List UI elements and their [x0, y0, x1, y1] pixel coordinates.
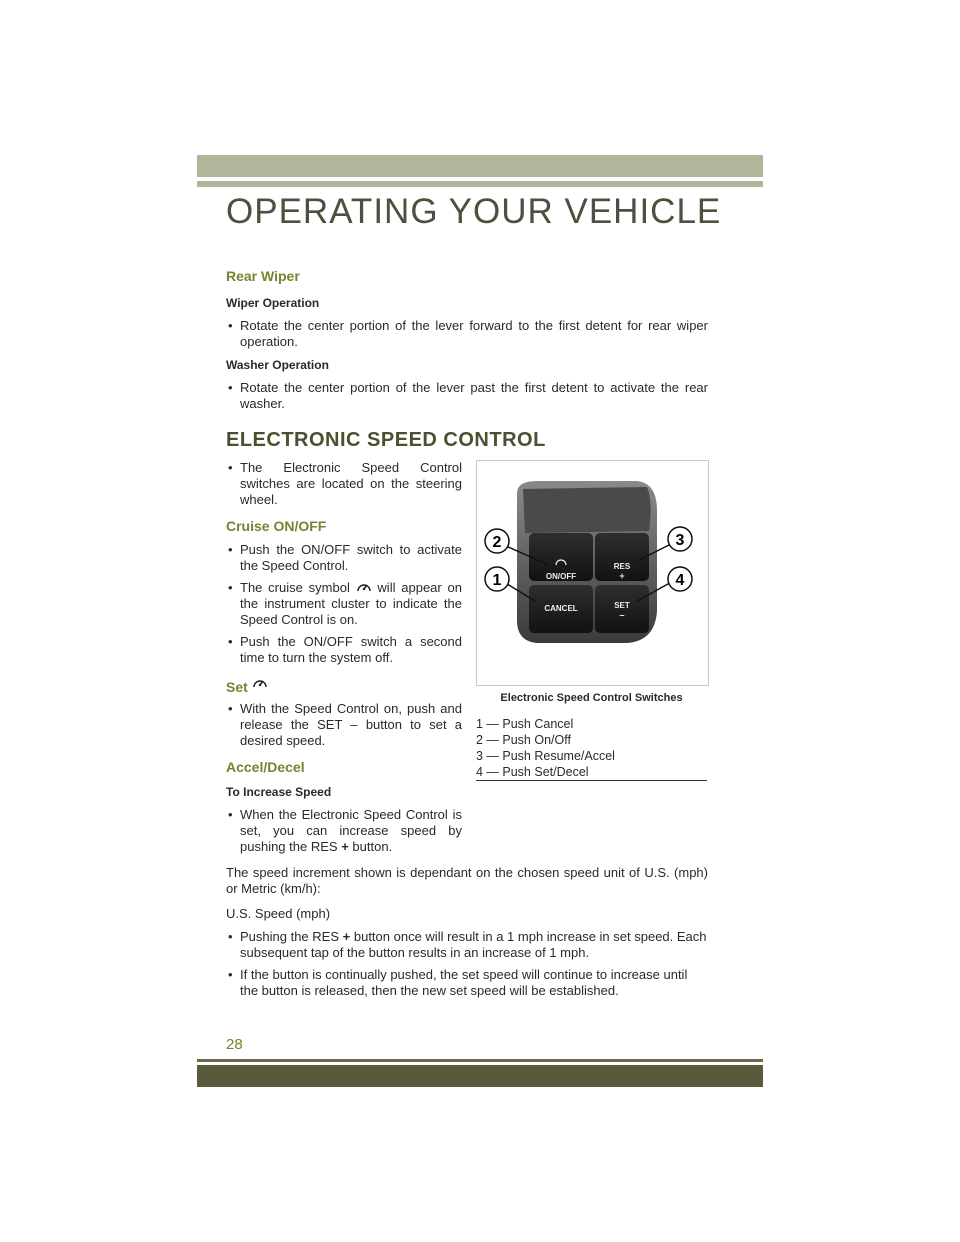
set-heading: [226, 676, 462, 695]
page-number: 28: [226, 1036, 243, 1053]
esc-intro: • The Electronic Speed Control switches are located on the steering wheel.: [226, 460, 462, 508]
speed-control-figure: [476, 460, 709, 686]
increase-b1-post: button.: [352, 839, 393, 854]
increase-b1-plus: +: [341, 839, 349, 854]
legend-item-4: 4 — Push Set/Decel: [476, 765, 589, 779]
callout-3-text: 3: [675, 532, 685, 549]
wiper-operation-text: • Rotate the center portion of the lever forward to the first detent for rear wiper operation.: [226, 318, 708, 350]
set-label: SET: [614, 601, 630, 610]
switch-top-panel: [523, 487, 651, 533]
page-header: OPERATING YOUR VEHICLE: [226, 192, 722, 231]
increment-text: The speed increment shown is dependant on the chosen speed unit of U.S. (mph) or Metric (km/h):: [226, 865, 708, 896]
cruise-symbol-icon: [356, 580, 372, 594]
res-label: RES: [613, 562, 631, 571]
header-band-line: [197, 181, 763, 187]
cruise-b2-post: will appear on the instrument cluster to indicate the Speed Control is on.: [240, 580, 462, 627]
set-heading-text: Set: [226, 679, 248, 695]
us-b1-pre: Pushing the RES: [240, 929, 340, 944]
increase-b1-pre: When the Electronic Speed Control is set, you can increase speed by pushing the RES: [240, 807, 462, 854]
set-bullet-1: • With the Speed Control on, push and release the SET – button to set a desired speed.: [226, 701, 462, 749]
callout-1-text: 1: [492, 572, 502, 589]
callout-4-text: 4: [675, 572, 685, 589]
increase-bullet-1: [226, 807, 462, 855]
cancel-label: CANCEL: [544, 604, 578, 613]
us-speed-label: U.S. Speed (mph): [226, 906, 331, 921]
us-b1-post: button once will result in a 1 mph increase in set speed. Each subsequent tap of the button results in an increase of 1 mph.: [240, 929, 707, 960]
speed-control-illustration: [477, 461, 708, 685]
legend-rule: [476, 780, 707, 781]
us-bullet-1: [226, 929, 708, 961]
set-cruise-icon: [252, 676, 268, 690]
increase-speed-label: To Increase Speed: [226, 785, 332, 799]
us-bullet-2: • If the button is continually pushed, the set speed will continue to increase until the button is released, then the new set speed will be established.: [226, 967, 708, 999]
header-band: [197, 155, 763, 177]
footer-band: [197, 1065, 763, 1087]
washer-operation-text: • Rotate the center portion of the lever past the first detent to activate the rear washer.: [226, 380, 708, 412]
onoff-label: ON/OFF: [545, 572, 577, 581]
cruise-onoff-heading: Cruise ON/OFF: [226, 518, 327, 534]
cruise-b2-pre: The cruise symbol: [240, 580, 350, 595]
cruise-bullet-1: • Push the ON/OFF switch to activate the Speed Control.: [226, 542, 462, 574]
accel-decel-heading: Accel/Decel: [226, 759, 305, 775]
wiper-operation-label: Wiper Operation: [226, 296, 320, 310]
esc-heading: ELECTRONIC SPEED CONTROL: [226, 429, 546, 451]
callout-2-text: 2: [492, 534, 502, 551]
set-minus: –: [619, 610, 625, 620]
res-plus: +: [619, 571, 625, 581]
figure-caption: Electronic Speed Control Switches: [500, 692, 683, 704]
washer-operation-label: Washer Operation: [226, 358, 329, 372]
figure-legend: [476, 716, 707, 780]
cruise-bullet-2: [226, 580, 462, 628]
legend-item-3: 3 — Push Resume/Accel: [476, 749, 615, 763]
footer-band-line: [197, 1059, 763, 1062]
cruise-bullet-3: • Push the ON/OFF switch a second time to turn the system off.: [226, 634, 462, 666]
us-b1-plus: +: [342, 929, 351, 944]
rear-wiper-heading: Rear Wiper: [226, 268, 300, 284]
legend-item-1: 1 — Push Cancel: [476, 717, 574, 731]
legend-item-2: 2 — Push On/Off: [476, 733, 571, 747]
